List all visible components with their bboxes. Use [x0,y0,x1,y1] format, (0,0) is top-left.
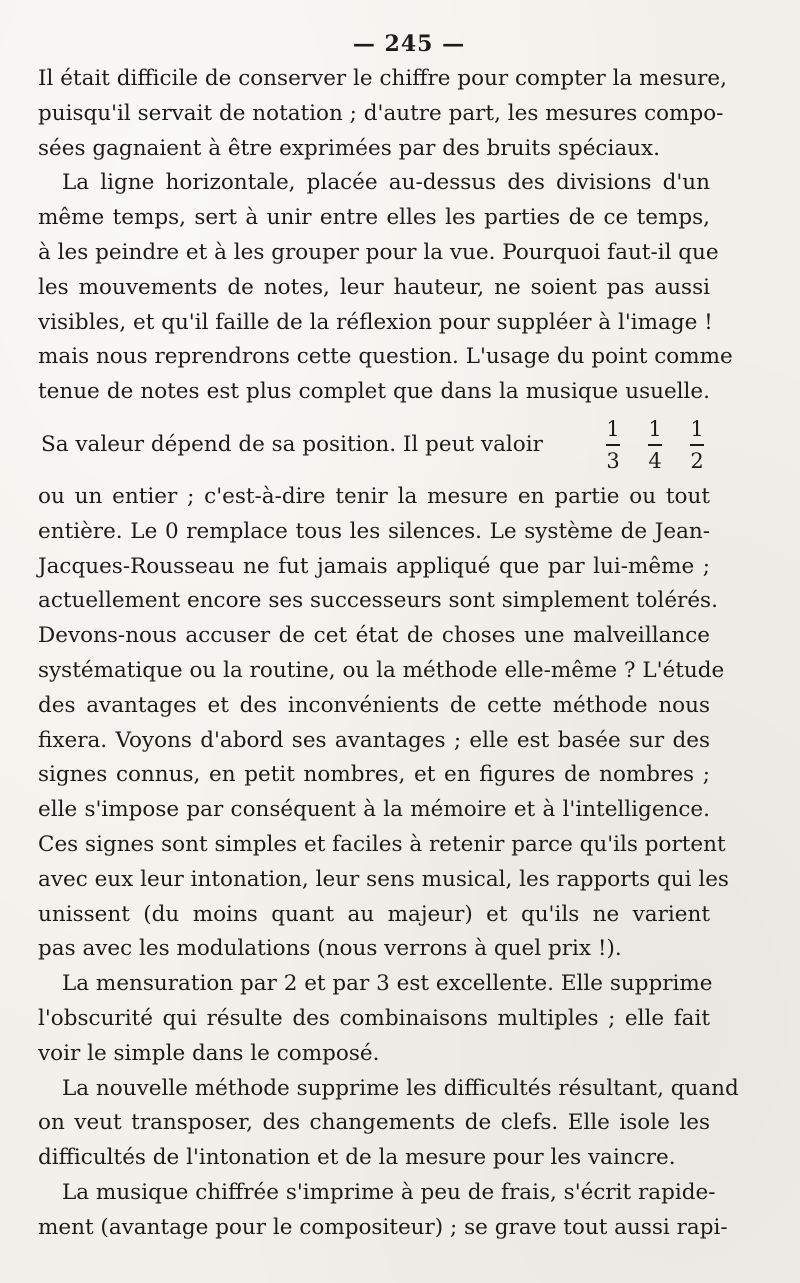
fraction-line [38,410,710,480]
fraction-one-half [686,417,708,473]
text-line: tenue de notes est plus complet que dans la musique usuelle. [38,379,710,405]
fraction-group [602,417,708,473]
fraction-bar [606,444,620,446]
text-line: elle s'impose par conséquent à la mémoire et à l'intelligence. [38,797,710,823]
text-line: ment (avantage pour le compositeur) ; se grave tout aussi rapi- [38,1214,728,1240]
fraction-one-quarter [644,417,666,473]
paragraph-5 [38,1176,728,1246]
text-line: entière. Le 0 remplace tous les silences. Le système de Jean- [38,518,710,544]
text-line: La mensuration par 2 et par 3 est excellente. Elle supprime [62,971,713,997]
fraction-numerator: 1 [606,417,620,442]
text-line: l'obscurité qui résulte des combinaisons multiples ; elle fait [38,1005,710,1031]
text-line: on veut transposer, des changements de clefs. Elle isole les [38,1110,710,1136]
text-line: La nouvelle méthode supprime les difficultés résultant, quand [62,1075,739,1101]
text-line: à les peindre et à les grouper pour la vue. Pourquoi faut-il que [38,239,719,265]
text-line: actuellement encore ses successeurs sont simplement tolérés. [38,588,718,614]
text-line: Il était difficile de conserver le chiffre pour compter la mesure, [38,66,727,91]
text-line: les mouvements de notes, leur hauteur, ne soient pas aussi [38,274,710,300]
fraction-bar [648,444,662,446]
fraction-denominator: 3 [606,448,620,473]
text-line: Jacques-Rousseau ne fut jamais appliqué que par lui-même ; [38,553,710,579]
text-line: avec eux leur intonation, leur sens musical, les rapports qui les [38,866,729,892]
paragraph-2 [38,166,733,967]
text-line: fixera. Voyons d'abord ses avantages ; elle est basée sur des [38,727,710,753]
text-line: signes connus, en petit nombres, et en figures de nombres ; [38,762,710,788]
text-line: même temps, sert à unir entre elles les parties de ce temps, [38,205,710,231]
body-text [38,62,739,1246]
text-line: La musique chiffrée s'imprime à peu de frais, s'écrit rapide- [62,1179,716,1205]
paragraph-1 [38,62,727,166]
fraction-denominator: 4 [648,448,662,473]
paragraph-4 [38,1072,739,1176]
text-line: voir le simple dans le composé. [38,1040,380,1066]
paragraph-3 [38,967,713,1071]
page-number: — 245 — [352,31,466,57]
text-line: visibles, et qu'il faille de la réflexion pour suppléer à l'image ! [38,309,713,335]
fraction-denominator: 2 [690,448,704,473]
fraction-numerator: 1 [648,417,662,442]
text-line: pas avec les modulations (nous verrons à quel prix !). [38,936,622,962]
text-line: unissent (du moins quant au majeur) et qu'ils ne varient [38,901,710,927]
text-line: puisqu'il servait de notation ; d'autre part, les mesures compo- [38,100,724,126]
fraction-numerator: 1 [690,417,704,442]
text-line: Devons-nous accuser de cet état de choses une malveillance [38,623,710,649]
text-line: des avantages et des inconvénients de cette méthode nous [38,692,710,718]
fraction-bar [690,444,704,446]
text-line: systématique ou la routine, ou la méthode elle-même ? L'étude [38,657,725,683]
fraction-one-third [602,417,624,473]
text-line: sées gagnaient à être exprimées par des bruits spéciaux. [38,135,660,161]
text-line: ou un entier ; c'est-à-dire tenir la mesure en partie ou tout [38,483,710,509]
text-line: Ces signes sont simples et faciles à retenir parce qu'ils portent [38,831,726,857]
fraction-line-text: Sa valeur dépend de sa position. Il peut valoir [41,431,543,457]
text-line: difficultés de l'intonation et de la mesure pour les vaincre. [38,1145,676,1171]
text-line: La ligne horizontale, placée au-dessus des divisions d'un [62,170,710,196]
text-line: mais nous reprendrons cette question. L'usage du point comme [38,344,733,370]
